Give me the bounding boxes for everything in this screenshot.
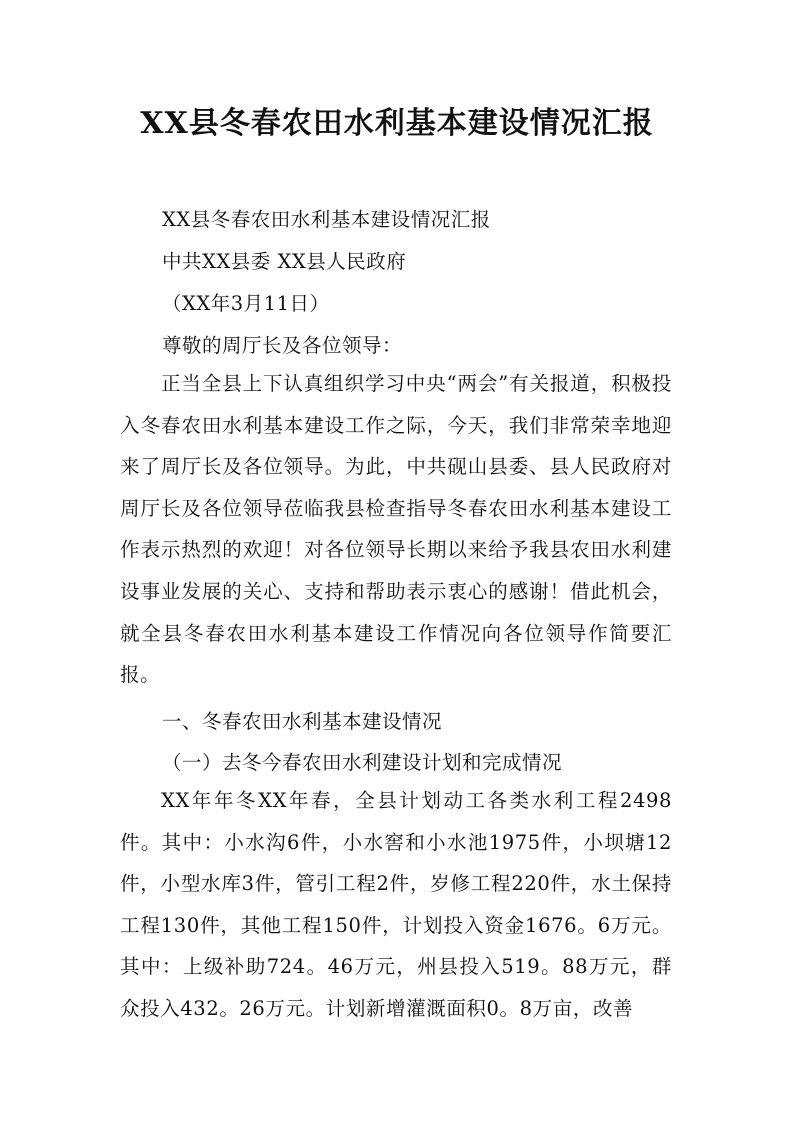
date-line: （XX年3月11日） xyxy=(162,292,330,315)
document-subtitle: XX县冬春农田水利基本建设情况汇报 xyxy=(162,208,491,231)
intro-paragraph: 正当全县上下认真组织学习中央“两会”有关报道，积极投入冬春农田水利基本建设工作之际，今天，我们非常荣幸地迎来了周厅长及各位领导。为此，中共砚山县委、县人民政府对周厅长及各位领导莅临我县检查指导冬春农田水利基本建设工作表示热烈的欢迎！对各位领导长期以来给予我县农田水利建设事业发展的关心、支持和帮助表示衷心的感谢！借此机会，就全县冬春农田水利基本建设工作情况向各位领导作简要汇报。 xyxy=(120,372,672,687)
section-heading: 一、冬春农田水利基本建设情况 xyxy=(162,710,443,733)
plan-paragraph: XX年年冬XX年春，全县计划动工各类水利工程2498件。其中：小水沟6件，小水窖和小水池1975件，小坝塘12件，小型水库3件，管引工程2件，岁修工程220件，水土保持工程130件，其他工程150件，计划投入资金1676。6万元。其中：上级补助724。46万元，州县投入519。88万元，群众投入432。26万元。计划新增灌溉面积0。8万亩，改善 xyxy=(120,789,672,1020)
issuer-line: 中共XX县委 XX县人民政府 xyxy=(162,250,407,273)
document-title: XX县冬春农田水利基本建设情况汇报 xyxy=(140,106,654,141)
salutation: 尊敬的周厅长及各位领导： xyxy=(162,334,403,357)
subsection-heading: （一）去冬今春农田水利建设计划和完成情况 xyxy=(162,751,563,774)
